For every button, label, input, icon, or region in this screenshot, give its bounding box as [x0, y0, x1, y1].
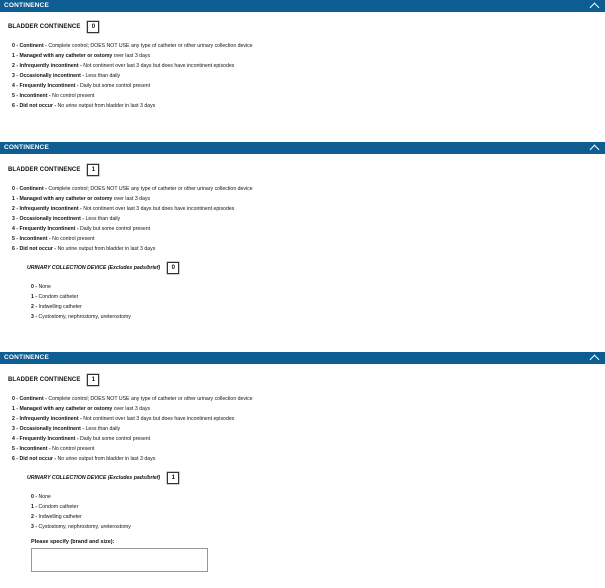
device-option-3: 3 - Cystostomy, nephrostomy, ureterostomy	[31, 314, 131, 320]
bladder-continence-value[interactable]: 1	[87, 374, 99, 386]
option-2: 2 - Infrequently incontinent - Not continent over last 3 days but does have incontinent episodes	[12, 63, 235, 69]
continence-panel-2	[0, 142, 605, 350]
device-option-0: 0 - None	[31, 494, 51, 500]
option-2: 2 - Infrequently incontinent - Not continent over last 3 days but does have incontinent episodes	[12, 206, 235, 212]
bladder-continence-row	[8, 21, 99, 33]
option-5: 5 - Incontinent - No control present	[12, 236, 95, 242]
urinary-device-value[interactable]: 0	[167, 262, 179, 274]
bladder-continence-value[interactable]: 1	[87, 164, 99, 176]
option-2: 2 - Infrequently incontinent - Not continent over last 3 days but does have incontinent episodes	[12, 416, 235, 422]
continence-panel-1	[0, 0, 605, 140]
option-0: 0 - Continent - Complete control; DOES NOT USE any type of catheter or other urinary collection device	[12, 43, 253, 49]
specify-label: Please specify (brand and size):	[31, 539, 115, 545]
option-5: 5 - Incontinent - No control present	[12, 446, 95, 452]
section-header[interactable]	[0, 0, 605, 12]
option-5: 5 - Incontinent - No control present	[12, 93, 95, 99]
urinary-device-row	[27, 262, 179, 274]
section-title: CONTINENCE	[4, 144, 49, 151]
option-4: 4 - Frequently Incontinent - Daily but some control present	[12, 83, 151, 89]
chevron-up-icon[interactable]	[590, 145, 600, 155]
continence-panel-3	[0, 352, 605, 588]
bladder-continence-label: BLADDER CONTINENCE	[8, 167, 81, 173]
device-option-2: 2 - Indwelling catheter	[31, 514, 82, 520]
option-6: 6 - Did not occur - No urine output from bladder in last 3 days	[12, 456, 156, 462]
option-1: 1 - Managed with any catheter or ostomy over last 3 days	[12, 196, 151, 202]
option-4: 4 - Frequently Incontinent - Daily but some control present	[12, 226, 151, 232]
section-header[interactable]	[0, 352, 605, 364]
bladder-continence-value[interactable]: 0	[87, 21, 99, 33]
device-option-1: 1 - Condom catheter	[31, 504, 79, 510]
option-3: 3 - Occasionally incontinent - Less than daily	[12, 216, 121, 222]
device-option-2: 2 - Indwelling catheter	[31, 304, 82, 310]
option-1: 1 - Managed with any catheter or ostomy over last 3 days	[12, 406, 151, 412]
urinary-device-row	[27, 472, 179, 484]
bladder-continence-label: BLADDER CONTINENCE	[8, 24, 81, 30]
option-6: 6 - Did not occur - No urine output from bladder in last 3 days	[12, 103, 156, 109]
option-6: 6 - Did not occur - No urine output from bladder in last 3 days	[12, 246, 156, 252]
chevron-up-icon[interactable]	[590, 355, 600, 365]
chevron-up-icon[interactable]	[590, 3, 600, 13]
device-option-1: 1 - Condom catheter	[31, 294, 79, 300]
option-0: 0 - Continent - Complete control; DOES NOT USE any type of catheter or other urinary collection device	[12, 396, 253, 402]
section-title: CONTINENCE	[4, 2, 49, 9]
specify-input[interactable]	[31, 548, 208, 572]
device-option-3: 3 - Cystostomy, nephrostomy, ureterostomy	[31, 524, 131, 530]
option-3: 3 - Occasionally incontinent - Less than daily	[12, 426, 121, 432]
bladder-continence-row	[8, 374, 99, 386]
urinary-device-label: URINARY COLLECTION DEVICE (Excludes pads/brief)	[27, 265, 161, 271]
section-header[interactable]	[0, 142, 605, 154]
option-4: 4 - Frequently Incontinent - Daily but some control present	[12, 436, 151, 442]
bladder-continence-label: BLADDER CONTINENCE	[8, 377, 81, 383]
section-title: CONTINENCE	[4, 354, 49, 361]
bladder-continence-row	[8, 164, 99, 176]
option-0: 0 - Continent - Complete control; DOES NOT USE any type of catheter or other urinary collection device	[12, 186, 253, 192]
urinary-device-label: URINARY COLLECTION DEVICE (Excludes pads/brief)	[27, 475, 161, 481]
option-1: 1 - Managed with any catheter or ostomy over last 3 days	[12, 53, 151, 59]
urinary-device-value[interactable]: 1	[167, 472, 179, 484]
device-option-0: 0 - None	[31, 284, 51, 290]
option-3: 3 - Occasionally incontinent - Less than daily	[12, 73, 121, 79]
